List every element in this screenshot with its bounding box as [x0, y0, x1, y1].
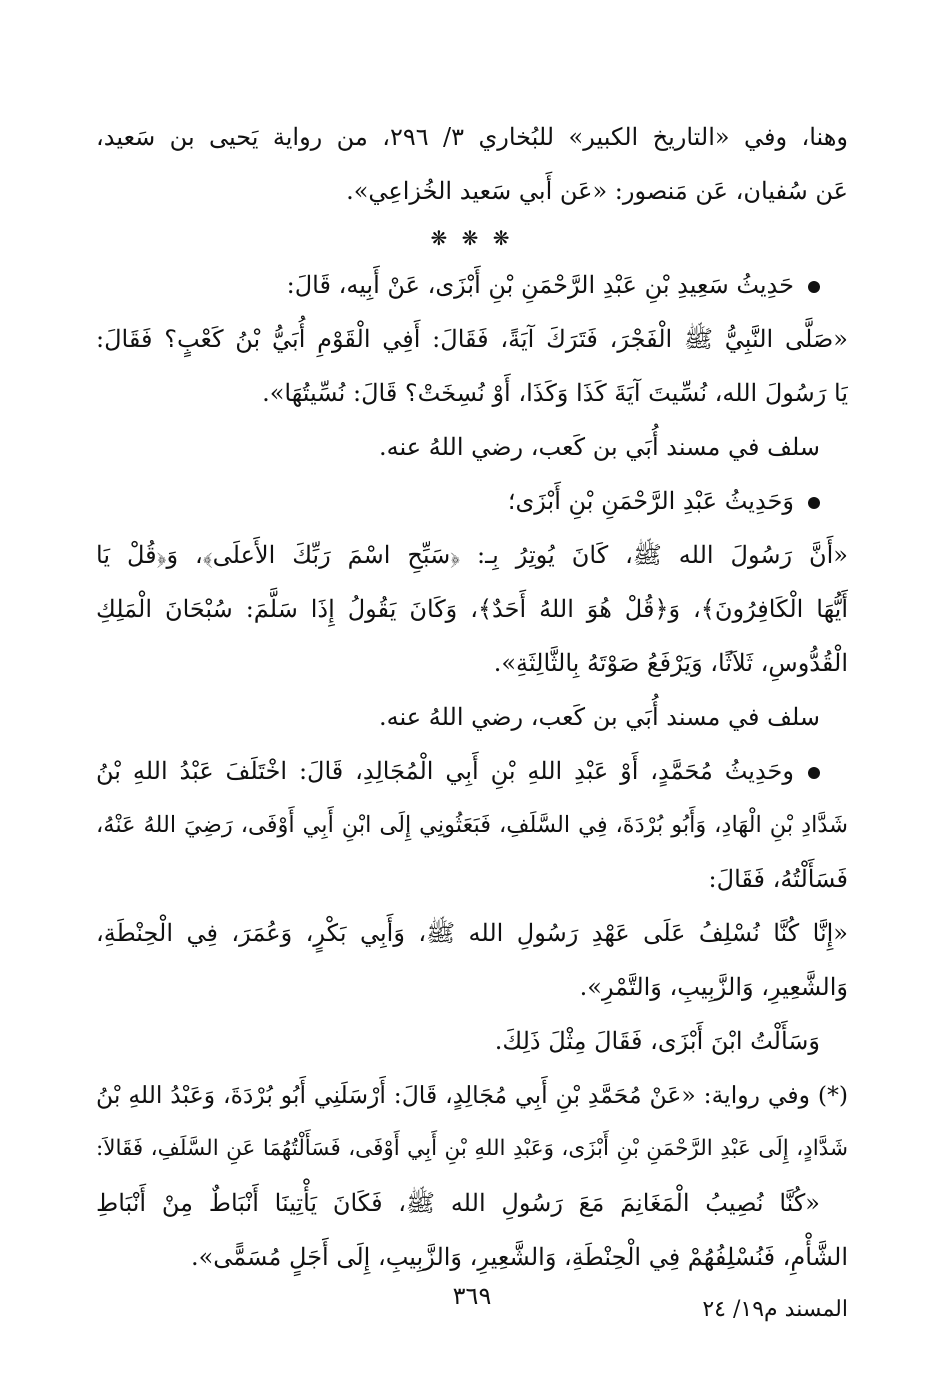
text-line: وَالشَّعِيرِ، وَالزَّبِيبِ، وَالتَّمْرِ». — [579, 973, 848, 1001]
signature-mark: المسند م١٩/ ٢٤ — [702, 1297, 848, 1322]
bullet-icon — [808, 281, 820, 293]
text-line: وَسَأَلْتُ ابْنَ أَبْزَى، فَقَالَ مِثْلَ ذَلِكَ. — [494, 1027, 820, 1055]
text-line: شَدَّادِ بْنِ الْهَادِ، وَأَبُو بُرْدَةَ، فِي السَّلَفِ، فَبَعَثُونِي إِلَى ابْنِ أَبِي أَوْفَى، رَضِيَ اللهُ عَنْهُ، — [96, 812, 848, 838]
text-line: «أَنَّ رَسُولَ الله ﷺ، كَانَ يُوتِرُ بِـ: ﴿سَبِّحِ اسْمَ رَبِّكَ الأَعلَى﴾، وَ﴿قُلْ يَا — [96, 541, 848, 569]
text-line: «صَلَّى النَّبِيُّ ﷺ الْفَجْرَ، فَتَرَكَ آيَةً، فَقَالَ: أَفِي الْقَوْمِ أُبَيُّ بْنُ كَعْبٍ؟ فَقَالَ: — [96, 325, 848, 353]
page-body — [96, 110, 848, 1284]
text-line: «كُنَّا نُصِيبُ الْمَغَانِمَ مَعَ رَسُولِ الله ﷺ، فَكَانَ يَأْتِينَا أَنْبَاطٌ مِنْ أَنْبَاطِ — [96, 1189, 820, 1217]
page-footer — [96, 1282, 848, 1330]
text-line: الشَّأْمِ، فَنُسْلِفُهُمْ فِي الْحِنْطَةِ، وَالشَّعِيرِ، وَالزَّبِيبِ، إِلَى أَجَلٍ مُسَمًّى». — [190, 1243, 848, 1271]
bullet-icon — [808, 767, 820, 779]
hadith-heading — [96, 474, 848, 528]
hadith-heading — [96, 744, 848, 798]
text-line: يَا رَسُولَ الله، نُسِّيتَ آيَةَ كَذَا وَكَذَا، أَوْ نُسِخَتْ؟ قَالَ: نُسِّيتُهَا». — [262, 379, 848, 407]
page-number: ٣٦٩ — [452, 1282, 492, 1310]
text-line: عَن سُفيان، عَن مَنصور: «عَن أَبي سَعيد الخُزاعِي». — [346, 177, 848, 205]
text-line: وهنا، وفي «التاريخ الكبير» للبُخاري ٣/ ٢٩٦، من رواية يَحيى بن سَعيد، — [96, 123, 848, 151]
text-line: الْقُدُّوسِ، ثَلاَثًا، وَيَرْفَعُ صَوْتَهُ بِالثَّالِثَةِ». — [493, 649, 848, 677]
hadith-heading-text: وَحَدِيثُ عَبْدِ الرَّحْمَنِ بْنِ أَبْزَى؛ — [507, 487, 794, 515]
reference-note: سلف في مسند أُبَي بن كَعب، رضي اللهُ عنه. — [379, 433, 820, 461]
section-divider: ❋ ❋ ❋ — [430, 226, 514, 250]
text-line: أَيُّهَا الْكَافِرُونَ﴾، وَ﴿قُلْ هُوَ اللهُ أَحَدٌ﴾، وَكَانَ يَقُولُ إِذَا سَلَّمَ: سُبْحَانَ الْمَلِكِ — [96, 595, 848, 623]
bullet-icon — [808, 497, 820, 509]
hadith-heading-text: وحَدِيثُ مُحَمَّدٍ، أَوْ عَبْدِ اللهِ بْنِ أَبِي الْمُجَالِدِ، قَالَ: اخْتَلَفَ عَبْدُ اللهِ بْنُ — [96, 757, 794, 785]
text-line: شَدَّادٍ، إِلَى عَبْدِ الرَّحْمَنِ بْنِ أَبْزَى، وَعَبْدِ اللهِ بْنِ أَبِي أَوْفَى، فَسَأَلْتُهُمَا عَنِ السَّلَفِ، فَقَالاَ: — [96, 1136, 848, 1161]
hadith-heading-text: حَدِيثُ سَعِيدِ بْنِ عَبْدِ الرَّحْمَنِ بْنِ أَبْزَى، عَنْ أَبِيه، قَالَ: — [286, 271, 794, 299]
reference-note: سلف في مسند أُبَي بن كَعب، رضي اللهُ عنه. — [379, 703, 820, 731]
text-line: فَسَأَلْتُهُ، فَقَالَ: — [708, 865, 848, 893]
text-line: «إِنَّا كُنَّا نُسْلِفُ عَلَى عَهْدِ رَسُولِ الله ﷺ، وَأَبِي بَكْرٍ، وَعُمَرَ، فِي الْحِنْطَةِ، — [96, 919, 848, 947]
text-line: (*) وفي رواية: «عَنْ مُحَمَّدِ بْنِ أَبِي مُجَالِدٍ، قَالَ: أَرْسَلَنِي أَبُو بُرْدَةَ، وَعَبْدُ اللهِ بْنُ — [96, 1081, 848, 1109]
hadith-heading — [96, 258, 848, 312]
